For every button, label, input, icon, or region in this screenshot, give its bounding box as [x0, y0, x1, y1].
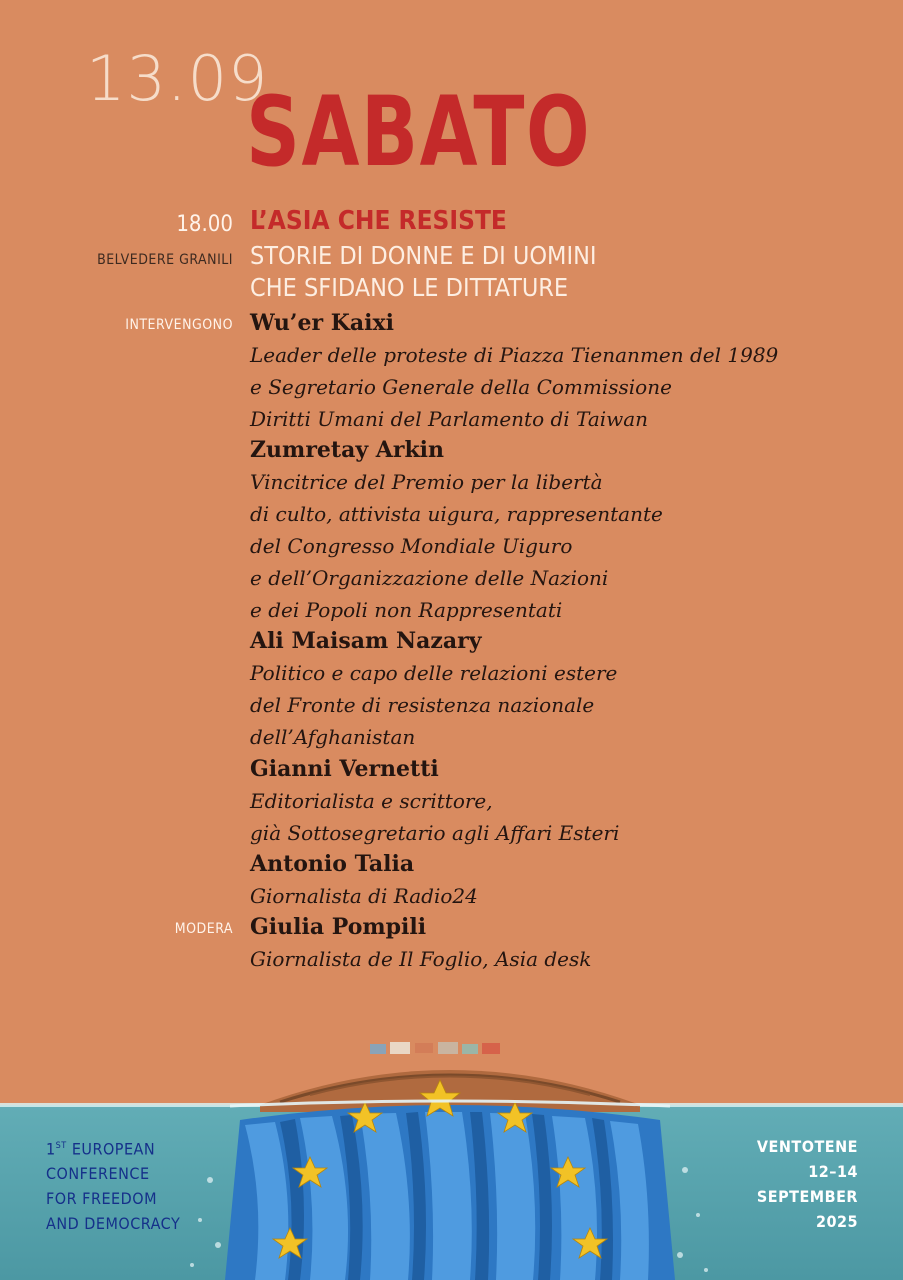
speaker-role-line: del Congresso Mondiale Uiguro [250, 534, 573, 558]
speaker-role-line: dell’Afghanistan [250, 725, 416, 749]
speaker-role-line: già Sottosegretario agli Affari Esteri [250, 821, 620, 845]
speaker-name: Wu’er Kaixi [250, 310, 394, 336]
place-line-3: SEPTEMBER [756, 1187, 858, 1206]
speaker-name: Ali Maisam Nazary [250, 628, 482, 654]
speaker-role-line: Politico e capo delle relazioni estere [250, 661, 618, 685]
event-time: 18.00 [176, 212, 233, 237]
conference-ordinal: 1 [46, 1139, 56, 1159]
conference-ordinal-suffix: ST [55, 1141, 67, 1151]
moderator-name: Giulia Pompili [250, 914, 427, 940]
event-date: 13.09 [86, 42, 269, 115]
island-dome-illustration [170, 1030, 730, 1280]
speaker-role-line: e dei Popoli non Rappresentati [250, 598, 563, 622]
conference-line-3: FOR FREEDOM [46, 1189, 157, 1209]
conference-name [46, 1134, 180, 1236]
moderator-role-line: Giornalista de Il Foglio, Asia desk [250, 947, 592, 971]
place-line-1: VENTOTENE [756, 1137, 858, 1156]
conference-line-4: AND DEMOCRACY [46, 1214, 181, 1234]
conference-line-1: EUROPEAN [66, 1139, 156, 1159]
speaker-name: Antonio Talia [250, 851, 415, 877]
speaker-role-line: di culto, attivista uigura, rappresentante [250, 502, 663, 526]
conference-line-2: CONFERENCE [46, 1164, 150, 1184]
speaker-name: Zumretay Arkin [250, 437, 445, 463]
speaker-name: Gianni Vernetti [250, 756, 439, 782]
speaker-role-line: Giornalista di Radio24 [250, 884, 478, 908]
conference-place-date [757, 1134, 858, 1234]
speaker-role-line: e dell’Organizzazione delle Nazioni [250, 566, 609, 590]
speaker-role-line: Leader delle proteste di Piazza Tienanmen del 1989 [250, 343, 779, 367]
speaker-role-line: del Fronte di resistenza nazionale [250, 693, 595, 717]
speaker-role-line: Editorialista e scrittore, [250, 789, 493, 813]
event-subtitle-line-2: CHE SFIDANO LE DITTATURE [250, 273, 569, 302]
place-line-2: 12–14 [808, 1162, 858, 1181]
moderator-label: MODERA [174, 921, 233, 937]
event-day: SABATO [246, 76, 592, 188]
speaker-role-line: e Segretario Generale della Commissione [250, 375, 672, 399]
speakers-label: INTERVENGONO [125, 317, 233, 333]
event-subtitle-line-1: STORIE DI DONNE E DI UOMINI [250, 241, 597, 270]
event-title: L’ASIA CHE RESISTE [250, 206, 507, 236]
event-venue: BELVEDERE GRANILI [97, 252, 233, 268]
speaker-role-line: Diritti Umani del Parlamento di Taiwan [250, 407, 649, 431]
place-line-4: 2025 [815, 1212, 858, 1231]
speaker-role-line: Vincitrice del Premio per la libertà [250, 470, 603, 494]
